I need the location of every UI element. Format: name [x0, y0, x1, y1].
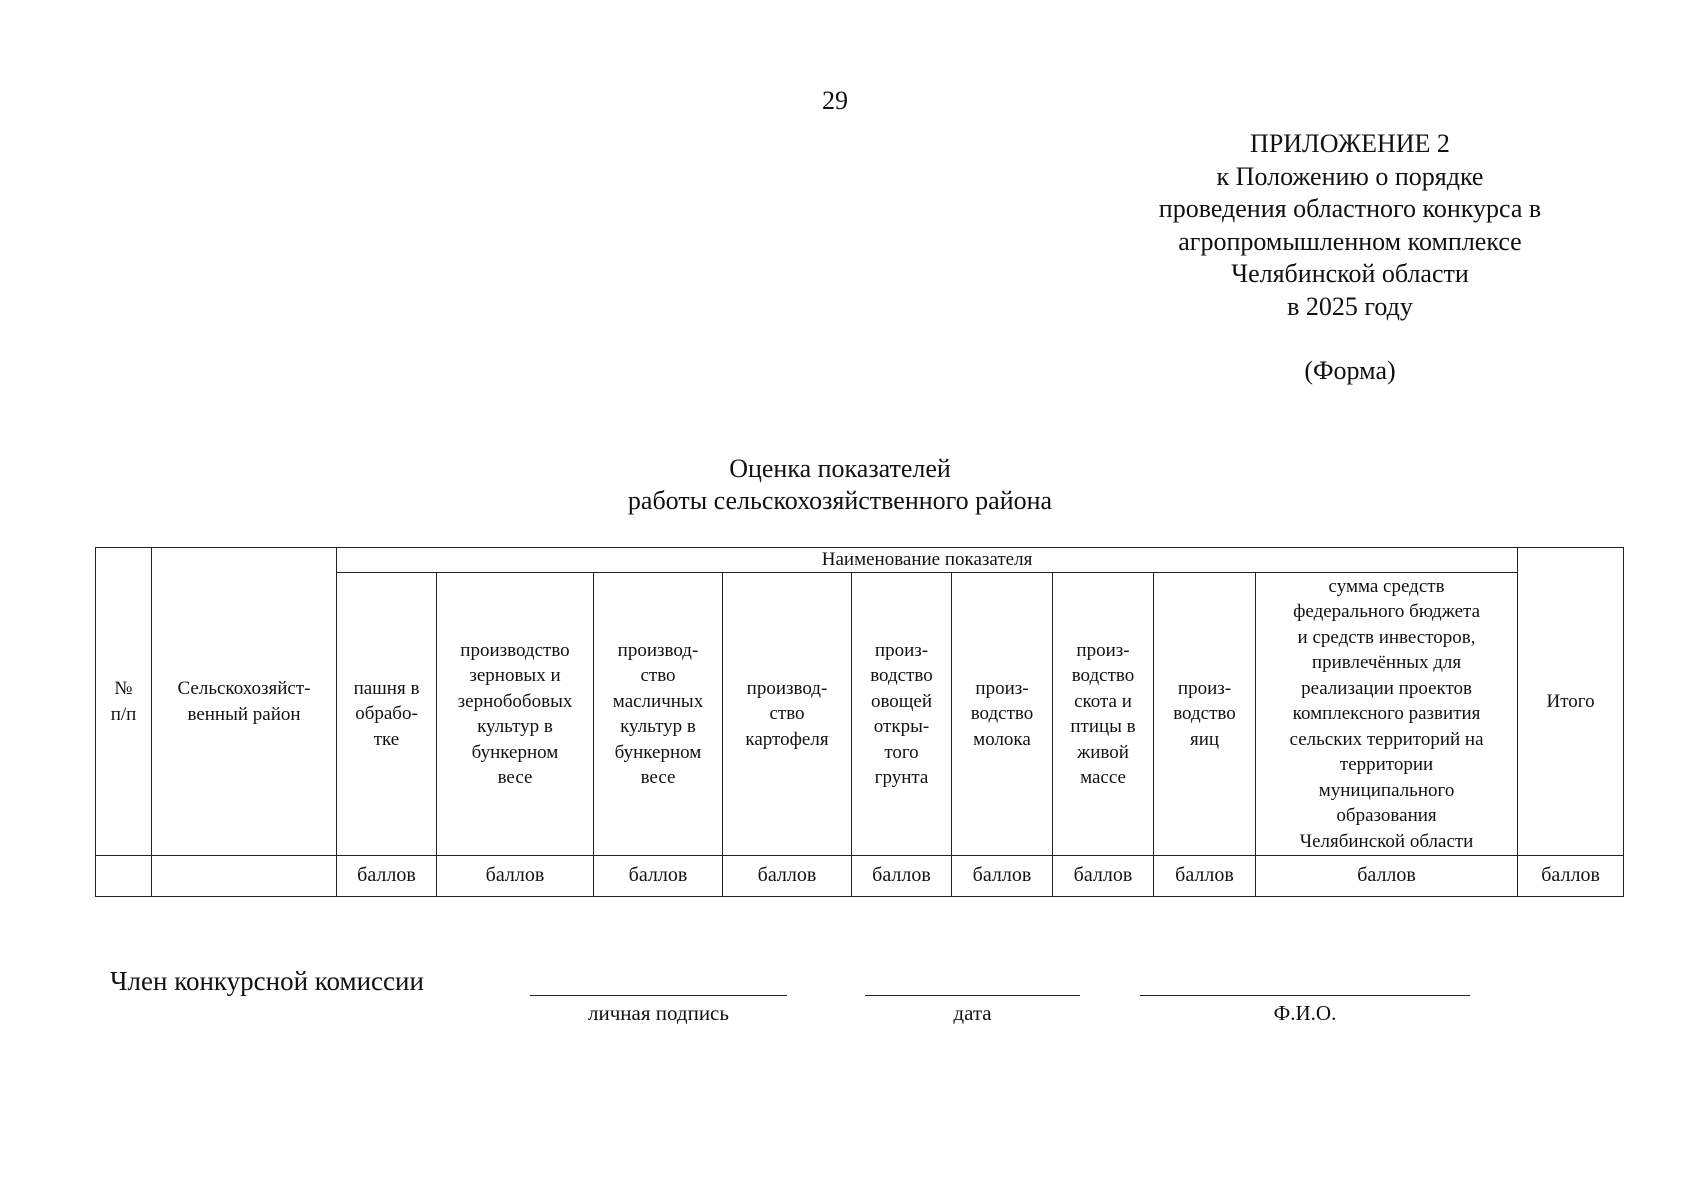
appendix-line: к Положению о порядке	[1216, 161, 1484, 191]
header-text-line: масличных	[612, 690, 704, 712]
header-text-line: производство	[460, 639, 570, 661]
title-line: работы сельскохозяйственного района	[627, 486, 1053, 515]
unit-cell: баллов	[723, 856, 852, 897]
full-name-caption: Ф.И.О.	[1273, 1001, 1337, 1025]
header-text-line: венный район	[187, 703, 301, 725]
header-text-line: птицы в	[1070, 716, 1136, 737]
unit-cell: баллов	[852, 856, 952, 897]
header-text-line: зерновых и	[469, 665, 561, 686]
signature-line	[530, 995, 787, 996]
full-name-line	[1140, 995, 1470, 996]
header-num	[96, 548, 152, 856]
header-text-line: Сельскохозяйст-	[177, 678, 311, 699]
document-title	[440, 453, 1240, 517]
header-district	[152, 548, 337, 856]
unit-cell: баллов	[1518, 856, 1624, 897]
appendix-line: в 2025 году	[1287, 291, 1413, 321]
appendix-line: агропромышленном комплексе	[1178, 226, 1522, 256]
header-text-line: водство	[1071, 665, 1135, 686]
unit-cell: баллов	[952, 856, 1053, 897]
header-indicator-vegetables	[852, 573, 952, 856]
unit-cell: баллов	[594, 856, 723, 897]
header-text-line: молока	[973, 728, 1031, 750]
header-text-line: муниципального	[1318, 779, 1455, 801]
header-indicator-grain	[437, 573, 594, 856]
header-text-line: грунта	[874, 767, 929, 788]
header-text-line: территории	[1339, 754, 1434, 776]
header-text-line: водство	[1173, 703, 1236, 725]
header-text-line: скота и	[1074, 690, 1132, 712]
header-text-line: произ-	[1177, 677, 1232, 699]
appendix-line: проведения областного конкурса в	[1158, 194, 1542, 223]
header-indicator-funding	[1256, 573, 1518, 856]
signature-caption: личная подпись	[588, 1001, 729, 1025]
header-indicator-livestock	[1053, 573, 1154, 856]
header-text-line: Челябинской области	[1299, 830, 1474, 852]
header-text-line: яиц	[1189, 728, 1220, 750]
header-text-line: п/п	[110, 703, 137, 725]
header-indicator-arable-land	[337, 573, 437, 856]
header-text-line: культур в	[620, 716, 696, 737]
date-line	[865, 995, 1080, 996]
appendix-line: Челябинской области	[1231, 259, 1469, 288]
appendix-title: ПРИЛОЖЕНИЕ 2	[1250, 129, 1450, 158]
header-indicator-milk	[952, 573, 1053, 856]
header-text-line: привлечённых для	[1311, 652, 1462, 674]
form-label: (Форма)	[1304, 356, 1396, 385]
header-text-line: реализации проектов	[1301, 677, 1473, 699]
header-text-line: живой	[1077, 741, 1129, 763]
unit-cell: баллов	[337, 856, 437, 897]
header-text-line: тке	[373, 728, 400, 750]
unit-cell: баллов	[1256, 856, 1518, 897]
header-text-line: ство	[640, 665, 676, 686]
units-row	[96, 856, 1624, 897]
appendix-header	[1110, 128, 1590, 323]
header-total: Итого	[1518, 548, 1624, 856]
header-text-line: бункерном	[471, 741, 559, 763]
title-line: Оценка показателей	[729, 454, 951, 483]
header-indicator-group: Наименование показателя	[337, 548, 1518, 573]
header-text-line: обрабо-	[355, 703, 418, 725]
header-text-line: откры-	[873, 716, 930, 737]
unit-cell: баллов	[437, 856, 594, 897]
header-text-line: овощей	[870, 690, 933, 712]
indicators-table	[95, 547, 1624, 897]
header-text-line: производ-	[746, 677, 828, 699]
header-text-line: и средств инвесторов,	[1297, 626, 1476, 648]
commission-member-label: Член конкурсной комиссии	[110, 966, 424, 996]
header-text-line: водство	[870, 665, 933, 686]
header-text-line: культур в	[477, 716, 553, 737]
unit-cell-empty	[152, 856, 337, 897]
date-caption: дата	[953, 1001, 992, 1025]
header-text-line: произ-	[975, 677, 1029, 699]
header-text-line: водство	[970, 703, 1034, 725]
header-indicator-eggs	[1154, 573, 1256, 856]
header-text-line: весе	[640, 767, 676, 788]
header-text-line: того	[884, 741, 919, 763]
header-text-line: комплексного развития	[1292, 703, 1481, 725]
header-text-line: федерального бюджета	[1293, 601, 1480, 623]
header-text-line: массе	[1080, 767, 1126, 788]
header-text-line: пашня в	[353, 677, 420, 699]
header-text-line: сельских территорий на	[1289, 728, 1484, 750]
header-text-line: сумма средств	[1328, 575, 1445, 597]
header-indicator-potato	[723, 573, 852, 856]
header-text-line: произ-	[1076, 639, 1130, 661]
header-text-line: картофеля	[745, 728, 829, 750]
header-text-line: ство	[769, 703, 805, 725]
page-number: 29	[822, 86, 848, 115]
unit-cell-empty	[96, 856, 152, 897]
header-row-group	[96, 548, 1624, 573]
header-indicator-oilseed	[594, 573, 723, 856]
header-text-line: зернобобовых	[457, 690, 573, 712]
header-text-line: образования	[1336, 805, 1437, 827]
header-text-line: произ-	[874, 639, 929, 661]
header-text-line: производ-	[617, 639, 699, 661]
unit-cell: баллов	[1053, 856, 1154, 897]
header-text-line: №	[114, 678, 133, 699]
header-text-line: бункерном	[614, 741, 702, 763]
unit-cell: баллов	[1154, 856, 1256, 897]
header-text-line: весе	[497, 767, 533, 788]
